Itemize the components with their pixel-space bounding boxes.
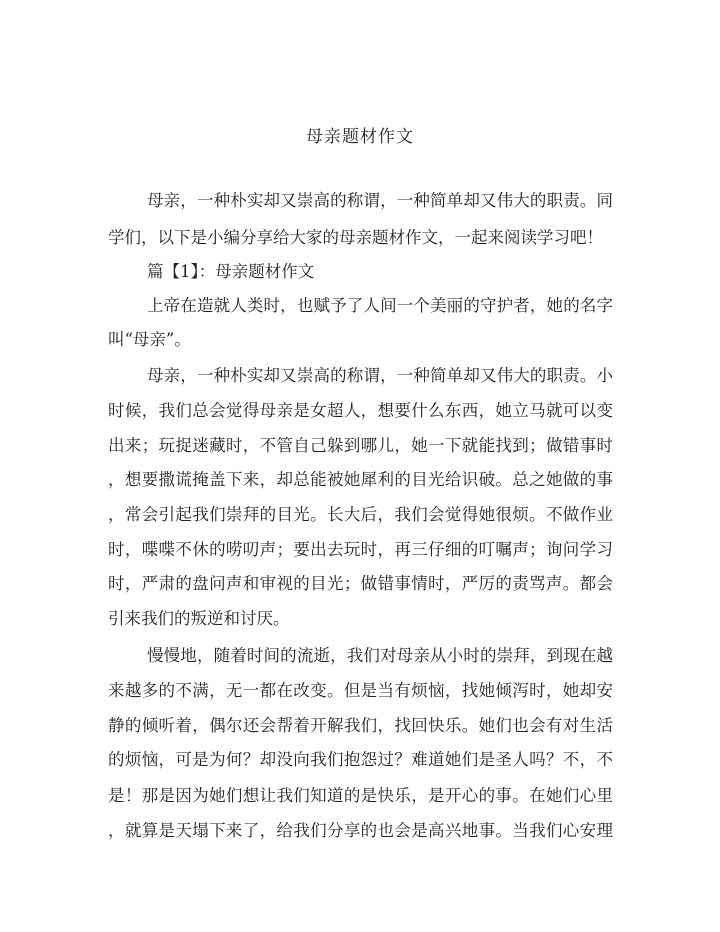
paragraph-line: 叫“母亲”。	[108, 330, 191, 349]
paragraph-line: ，就算是天塌下来了，给我们分享的也会是高兴地事。当我们心安理	[108, 821, 613, 840]
paragraph-line: 时，严肃的盘问声和审视的目光；做错事情时，严厉的责骂声。都会	[108, 574, 613, 593]
paragraph-line: ，想要撒谎掩盖下来，却总能被她犀利的目光给识破。总之她做的事	[108, 470, 613, 489]
paragraph-line: 引来我们的叛逆和讨厌。	[108, 609, 290, 628]
paragraph-line: 母亲，一种朴实却又崇高的称谓，一种简单却又伟大的职责。小	[147, 366, 613, 385]
paragraph-line: 来越多的不满，无一都在改变。但是当有烦恼，找她倾泻时，她却安	[108, 681, 613, 700]
paragraph-line: 静的倾听着，偶尔还会帮着开解我们，找回快乐。她们也会有对生活	[108, 716, 613, 735]
paragraph-line: 慢慢地，随着时间的流逝，我们对母亲从小时的崇拜，到现在越	[147, 646, 613, 665]
paragraph-line: 的烦恼，可是为何？却没向我们抱怨过？难道她们是圣人吗？不，不	[108, 750, 613, 769]
section-heading: 篇【1】：母亲题材作文	[147, 262, 315, 281]
paragraph-line: 学们，以下是小编分享给大家的母亲题材作文，一起来阅读学习吧！	[108, 228, 603, 247]
paragraph-line: 上帝在造就人类时，也赋予了人间一个美丽的守护者，她的名字	[147, 296, 613, 315]
paragraph-line: 是！那是因为她们想让我们知道的是快乐，是开心的事。在她们心里	[108, 786, 613, 805]
paragraph-line: ，常会引起我们崇拜的目光。长大后，我们会觉得她很烦。不做作业	[108, 505, 613, 524]
paragraph-line: 时，喋喋不休的唠叨声；要出去玩时，再三仔细的叮嘱声；询问学习	[108, 540, 613, 559]
paragraph-line: 时候，我们总会觉得母亲是女超人，想要什么东西，她立马就可以变	[108, 401, 613, 420]
paragraph-line: 母亲，一种朴实却又崇高的称谓，一种简单却又伟大的职责。同	[147, 191, 613, 210]
document-title: 母亲题材作文	[306, 127, 414, 147]
paragraph-line: 出来；玩捉迷藏时，不管自己躲到哪儿，她一下就能找到；做错事时	[108, 436, 613, 455]
